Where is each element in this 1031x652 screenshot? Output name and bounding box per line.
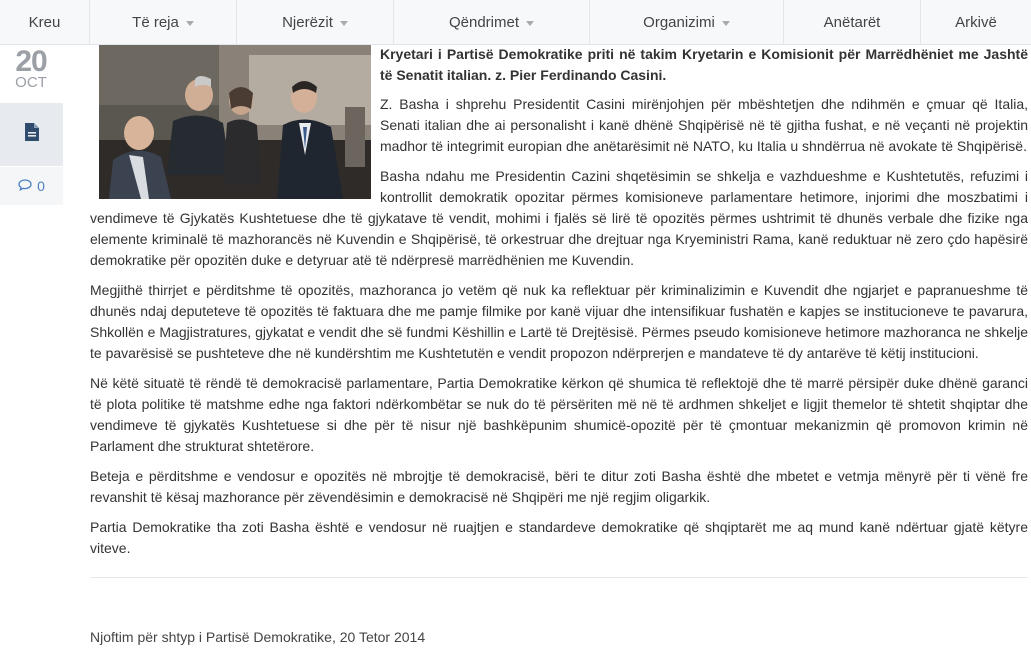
- press-release-note: Njoftim për shtyp i Partisë Demokratike, 20 Tetor 2014: [90, 629, 426, 645]
- document-icon: [24, 122, 40, 147]
- main-navigation: [0, 0, 1031, 45]
- caret-down-icon: [340, 21, 348, 26]
- nav-label: Të reja: [132, 14, 179, 31]
- post-date-month: OCT: [15, 74, 47, 91]
- comment-count: 0: [37, 178, 45, 194]
- article-body: [90, 44, 1028, 578]
- comment-icon: [18, 178, 37, 194]
- comments-link[interactable]: [0, 167, 63, 205]
- caret-down-icon: [186, 21, 194, 26]
- caret-down-icon: [526, 21, 534, 26]
- article-headline: Kryetari i Partisë Demokratike priti në takim Kryetarin e Komisionit për Marrëdhëniet me Jashtë të Senatit italian. z. Pier Ferdinando Casini.: [380, 46, 1028, 83]
- post-type-badge: [0, 103, 63, 166]
- caret-down-icon: [722, 21, 730, 26]
- article-photo: [99, 45, 371, 199]
- nav-item-kreu[interactable]: [0, 0, 90, 45]
- nav-label: Njerëzit: [282, 14, 333, 31]
- post-date: [0, 47, 62, 91]
- nav-item-njerezit[interactable]: [237, 0, 394, 45]
- article-paragraph: Z. Basha i shprehu Presidentit Casini mirënjohjen për mbështetjen dhe ndihmën e çmuar që Italia, Senati italian dhe ai personalisht i kanë dhënë Shqipërisë në të gjitha fushat, e në veçanti në projektin madhor të integrimit europian dhe anëtarësimit në NATO, ku Italia u shndërrua në avokate të Shqipërisë.: [380, 96, 1028, 154]
- article-paragraph: Beteja e përditshme e vendosur e opozitës në mbrojtje të demokracisë, bëri te ditur zoti Basha është dhe mbetet e vetmja mënyrë për ti vënë fre revanshit të kësaj mazhorance për zëvendësimin e demokracisë në Shqipëri me një regjim oligarkik.: [90, 468, 1028, 505]
- nav-item-anetaret[interactable]: [784, 0, 921, 45]
- nav-label: Kreu: [28, 14, 61, 31]
- nav-item-arkive[interactable]: [921, 0, 1031, 45]
- nav-label: Arkivë: [955, 14, 997, 31]
- nav-item-qendrimet[interactable]: [394, 0, 590, 45]
- article-paragraph: Megjithë thirrjet e përditshme të opozitës, mazhoranca jo vetëm që nuk ka reflektuar për kriminalizimin e Kuvendit dhe ngjarjet e papranueshme të dhunës ndaj deputeteve të opozitës të faktuara dhe me pamje filmike por kanë vijuar dhe intensifikuar fushatën e kapjes se institucioneve te pavarura, Shkollën e Magjistratures, gjykatat e vendit dhe së fundmi Këshillin e Lartë të Drejtësisë. Përmes pseudo komisioneve hetimore mazhoranca ne shkelje te pavarësisë se pushteteve dhe në kundërshtim me Kushtetutën e vendit propozon ndërprerjen e mandateve të dy antarëve të këtij institucioni.: [90, 282, 1028, 361]
- post-date-day: 20: [15, 45, 47, 78]
- nav-label: Anëtarët: [823, 14, 881, 31]
- nav-item-organizimi[interactable]: [590, 0, 784, 45]
- article-paragraph: Në këtë situatë të rëndë të demokracisë parlamentare, Partia Demokratike kërkon që shumica të reflektojë dhe të marrë përsipër duke dhënë garanci të plota politike të matshme edhe nga faktori ndërkombëtar se nuk do të përsëriten më në të ardhmen shkeljet e ligjit themelor të shtetit shqiptar dhe vendimeve të gjykatës Kushtetuese si dhe për të nisur një bashkëpunim shumicë-opozitë për të çmontuar mekanizmin që promovon krimin në Parlament dhe strukturat shtetërore.: [90, 375, 1028, 454]
- nav-label: Qëndrimet: [448, 14, 520, 31]
- article-paragraph: Partia Demokratike tha zoti Basha është e vendosur në ruajtjen e standardeve demokratike që shqiptarët me aq mund kanë ndërtuar gjatë këtyre viteve.: [90, 519, 1028, 556]
- nav-label: Organizimi: [643, 14, 715, 31]
- nav-item-te-reja[interactable]: [90, 0, 237, 45]
- divider: [90, 577, 1028, 578]
- article-paragraph: Basha ndahu me Presidentin Cazini shqetësimin se shkelja e vazhdueshme e Kushtetutës, refuzimi i kontrollit demokratik opozitar përmes komisioneve parlamentare hetimore, injorimi dhe moszbatimi i vendimeve të Gjykatës Kushtetuese dhe të gjykatave të vendit, mohimi i fjalës së lirë të opozitës përmes ushtrimit të dhunës verbale dhe fizike nga elemente kriminalë të mazhorancës në Kuvendin e Shqipërisë, të orkestruar dhe drejtuar nga Kryeministri Rama, kanë reduktuar në zero çdo hapësirë demokratike për opozitën duke e detyruar atë të ndërpresë marrëdhënien me Kuvendin.: [90, 168, 1028, 268]
